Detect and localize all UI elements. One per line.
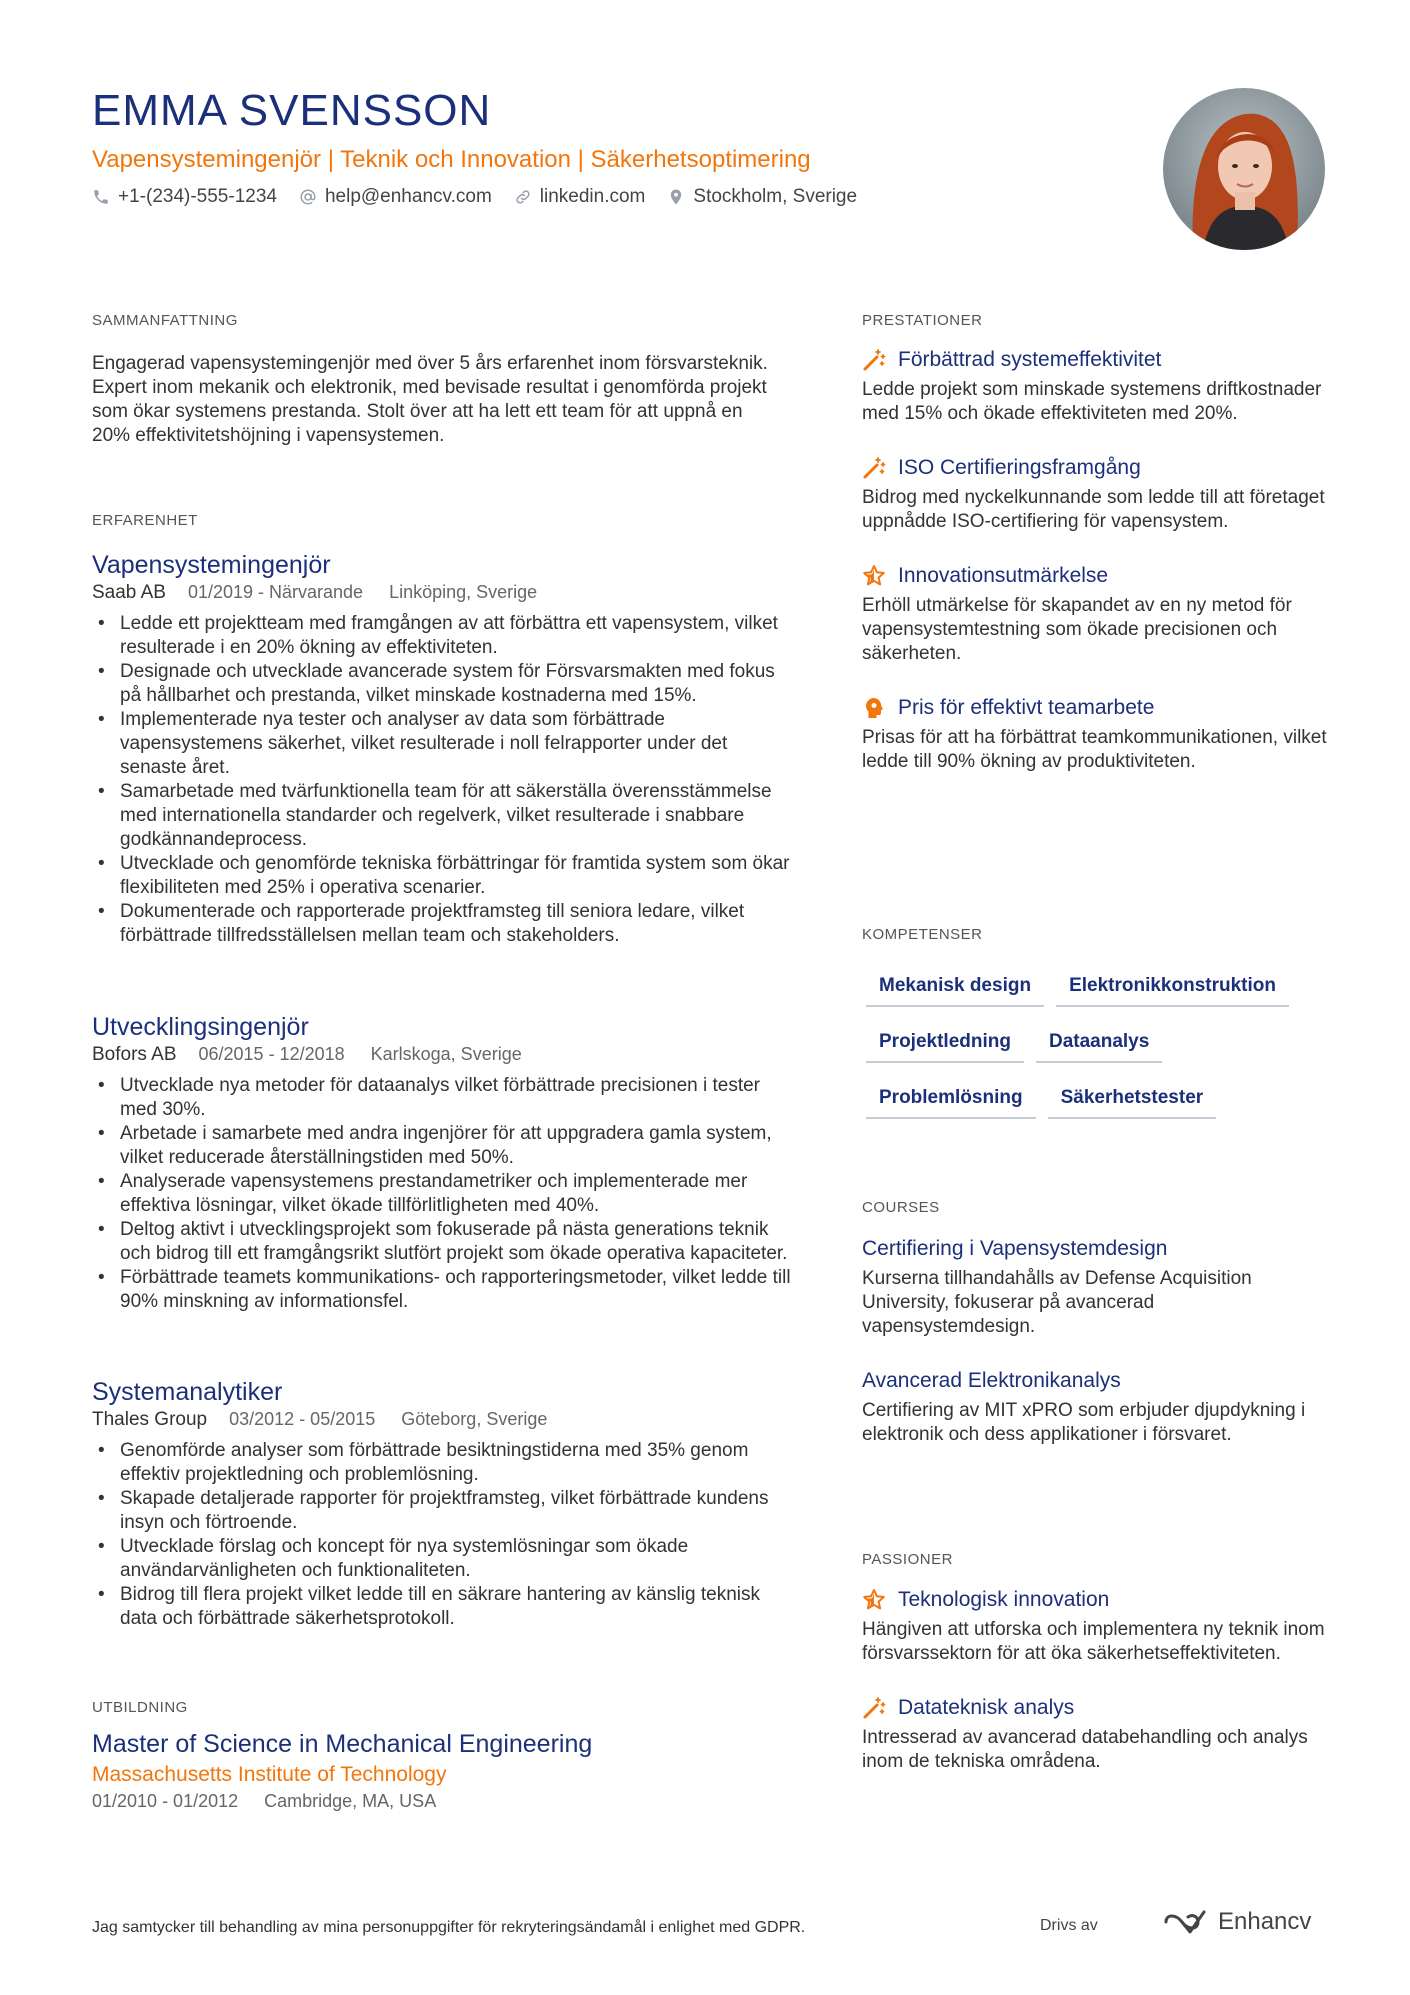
achievement-item [862, 696, 1332, 774]
job-bullet: • Implementerade nya tester och analyser av data som förbättrade vapensystemens säkerhet, vilket resulterade i noll felrapporter under det senaste året. [92, 708, 792, 780]
section-title-experience: ERFARENHET [92, 512, 198, 529]
section-title-education: UTBILDNING [92, 1699, 188, 1716]
achievement-title: Förbättrad systemeffektivitet [898, 348, 1162, 371]
avatar [1163, 88, 1325, 250]
passions-list [862, 1588, 1332, 1804]
job-meta [92, 1409, 792, 1431]
contact-location-text: Stockholm, Sverige [693, 186, 858, 207]
job-bullets [92, 1439, 792, 1631]
job-location: Göteborg, Sverige [401, 1409, 548, 1429]
job-bullet: • Genomförde analyser som förbättrade besiktningstiderna med 35% genom effektiv projektledning och problemlösning. [92, 1439, 792, 1487]
at-icon [299, 188, 317, 206]
location-pin-icon [667, 188, 685, 206]
achievement-desc: Prisas för att ha förbättrat teamkommunikationen, vilket ledde till 90% ökning av produktiviteten. [862, 727, 1327, 772]
passion-title: Datateknisk analys [898, 1696, 1075, 1719]
contact-phone-text: +1-(234)-555-1234 [118, 186, 277, 207]
job-company: Bofors AB [92, 1044, 177, 1065]
skill-tag: Säkerhetstester [1048, 1087, 1217, 1119]
job-bullets [92, 612, 792, 948]
magic-wand-icon [862, 348, 886, 372]
candidate-name: EMMA SVENSSON [92, 86, 492, 135]
section-title-summary: SAMMANFATTNING [92, 312, 238, 329]
contact-email-text: help@enhancv.com [324, 186, 492, 207]
job-bullet: • Analyserade vapensystemens prestandametriker och implementerade mer effektiva lösningar, vilket ökade tillförlitligheten med 40%. [92, 1170, 792, 1218]
brand-name: Enhancv [1218, 1908, 1312, 1935]
achievement-desc: Ledde projekt som minskade systemens driftkostnader med 15% och ökade effektiviteten med 20%. [862, 379, 1322, 424]
achievement-desc: Bidrog med nyckelkunnande som ledde till att företaget uppnådde ISO-certifiering för vapensystem. [862, 487, 1325, 532]
achievement-item [862, 456, 1332, 534]
skill-tag: Projektledning [866, 1031, 1024, 1063]
contact-location [667, 186, 857, 208]
link-icon [514, 188, 532, 206]
job-company: Thales Group [92, 1409, 208, 1430]
job-bullet: • Bidrog till flera projekt vilket ledde till en säkrare hantering av känslig teknisk data och förbättrade säkerhetsprotokoll. [92, 1583, 792, 1631]
powered-by-label: Drivs av [1040, 1917, 1098, 1934]
job-dates: 06/2015 - 12/2018 [198, 1044, 345, 1064]
job-bullet: • Arbetade i samarbete med andra ingenjörer för att uppgradera gamla system, vilket reducerade återställningstiden med 50%. [92, 1122, 792, 1170]
passion-desc: Intresserad av avancerad databehandling och analys inom de tekniska områdena. [862, 1727, 1308, 1772]
profile-photo [1163, 88, 1325, 250]
job-dates: 03/2012 - 05/2015 [229, 1409, 376, 1429]
passion-desc: Hängiven att utforska och implementera ny teknik inom försvarssektorn för att öka säkerhetseffektiviteten. [862, 1619, 1325, 1664]
courses-list [862, 1237, 1332, 1447]
achievement-title: Innovationsutmärkelse [898, 564, 1109, 587]
candidate-headline: Vapensystemingenjör | Teknik och Innovation | Säkerhetsoptimering [92, 146, 811, 173]
achievement-desc: Erhöll utmärkelse för skapandet av en ny metod för vapensystemtestning som ökade precisionen och säkerheten. [862, 595, 1292, 664]
job-title: Vapensystemingenjör [92, 551, 331, 579]
achievement-title: Pris för effektivt teamarbete [898, 696, 1155, 719]
summary-text: Engagerad vapensystemingenjör med över 5 års erfarenhet inom försvarsteknik. Expert inom mekanik och elektronik, med bevisade resultat i genomförda projekt som ökar systemens prestanda. Stolt över att ha lett ett team för att uppnå en 20% effektivitetshöjning i vapensystemen. [92, 353, 768, 446]
education-meta [92, 1791, 792, 1812]
job-entry [92, 550, 792, 948]
job-title: Systemanalytiker [92, 1378, 283, 1406]
brand-logo[interactable] [1162, 1908, 1311, 1936]
job-bullet: • Skapade detaljerade rapporter för projektframsteg, vilket förbättrade kundens insyn och förtroende. [92, 1487, 792, 1535]
course-desc: Certifiering av MIT xPRO som erbjuder djupdykning i elektronik och dess applikationer i försvaret. [862, 1400, 1306, 1445]
achievement-item [862, 564, 1332, 666]
education-degree: Master of Science in Mechanical Engineering [92, 1730, 593, 1758]
magic-wand-icon [862, 1696, 886, 1720]
job-bullet: • Utvecklade och genomförde tekniska förbättringar för framtida system som ökar flexibiliteten med 25% i operativa scenarier. [92, 852, 792, 900]
section-title-passions: PASSIONER [862, 1551, 953, 1568]
course-desc: Kurserna tillhandahålls av Defense Acquisition University, fokuserar på avancerad vapensystemdesign. [862, 1268, 1252, 1337]
star-icon [862, 564, 886, 588]
contact-row [92, 186, 879, 208]
skills-list [866, 975, 1336, 1143]
skill-tag: Dataanalys [1036, 1031, 1162, 1063]
job-bullet: • Förbättrade teamets kommunikations- och rapporteringsmetoder, vilket ledde till 90% minskning av informationsfel. [92, 1266, 792, 1314]
course-title: Avancerad Elektronikanalys [862, 1369, 1121, 1392]
achievements-list [862, 348, 1332, 804]
job-bullet: • Utvecklade förslag och koncept för nya systemlösningar som ökade användarvänligheten och funktionaliteten. [92, 1535, 792, 1583]
magic-wand-icon [862, 456, 886, 480]
section-title-courses: COURSES [862, 1199, 940, 1216]
job-location: Linköping, Sverige [389, 582, 538, 602]
phone-icon [92, 188, 110, 206]
job-meta [92, 1044, 792, 1066]
job-bullet: • Ledde ett projektteam med framgången av att förbättra ett vapensystem, vilket resulterade i en 20% ökning av effektiviteten. [92, 612, 792, 660]
skill-tag: Mekanisk design [866, 975, 1044, 1007]
skill-tag: Problemlösning [866, 1087, 1036, 1119]
passion-item [862, 1696, 1332, 1774]
job-location: Karlskoga, Sverige [370, 1044, 522, 1064]
gdpr-consent: Jag samtycker till behandling av mina personuppgifter för rekryteringsändamål i enlighet med GDPR. [92, 1919, 806, 1936]
job-bullet: • Dokumenterade och rapporterade projektframsteg till seniora ledare, vilket förbättrade tillfredsställelsen mellan team och stakeholders. [92, 900, 792, 948]
job-entry [92, 1012, 792, 1314]
job-bullet: • Utvecklade nya metoder för dataanalys vilket förbättrade precisionen i tester med 30%. [92, 1074, 792, 1122]
achievement-item [862, 348, 1332, 426]
job-bullet: • Designade och utvecklade avancerade system för Försvarsmakten med fokus på hållbarhet och prestanda, vilket minskade kostnaderna med 15%. [92, 660, 792, 708]
passion-item [862, 1588, 1332, 1666]
contact-phone [92, 186, 277, 208]
job-bullets [92, 1074, 792, 1314]
education-location: Cambridge, MA, USA [264, 1791, 437, 1811]
course-title: Certifiering i Vapensystemdesign [862, 1237, 1168, 1260]
job-title: Utvecklingsingenjör [92, 1013, 309, 1041]
section-title-achievements: PRESTATIONER [862, 312, 983, 329]
education-entry [92, 1730, 792, 1812]
contact-email[interactable] [299, 186, 492, 208]
job-meta [92, 582, 792, 604]
education-dates: 01/2010 - 01/2012 [92, 1791, 239, 1811]
course-item [862, 1369, 1332, 1447]
section-title-skills: KOMPETENSER [862, 926, 983, 943]
skill-tag: Elektronikkonstruktion [1056, 975, 1289, 1007]
achievement-title: ISO Certifieringsframgång [898, 456, 1141, 479]
course-item [862, 1237, 1332, 1339]
head-idea-icon [862, 696, 886, 720]
education-school: Massachusetts Institute of Technology [92, 1763, 447, 1786]
job-entry [92, 1377, 792, 1631]
passion-title: Teknologisk innovation [898, 1588, 1110, 1611]
job-bullet: • Samarbetade med tvärfunktionella team för att säkerställa överensstämmelse med internationella standarder och regelverk, vilket resulterade i snabbare godkännandeprocess. [92, 780, 792, 852]
job-company: Saab AB [92, 582, 166, 603]
star-icon [862, 1588, 886, 1612]
job-dates: 01/2019 - Närvarande [187, 582, 364, 602]
contact-linkedin[interactable] [514, 186, 646, 208]
enhancv-logo-icon [1162, 1908, 1208, 1936]
contact-linkedin-text: linkedin.com [539, 186, 646, 207]
job-bullet: • Deltog aktivt i utvecklingsprojekt som fokuserade på nästa generations teknik och bidrog till ett framgångsrikt slutfört projekt som ökade operativa kapaciteter. [92, 1218, 792, 1266]
